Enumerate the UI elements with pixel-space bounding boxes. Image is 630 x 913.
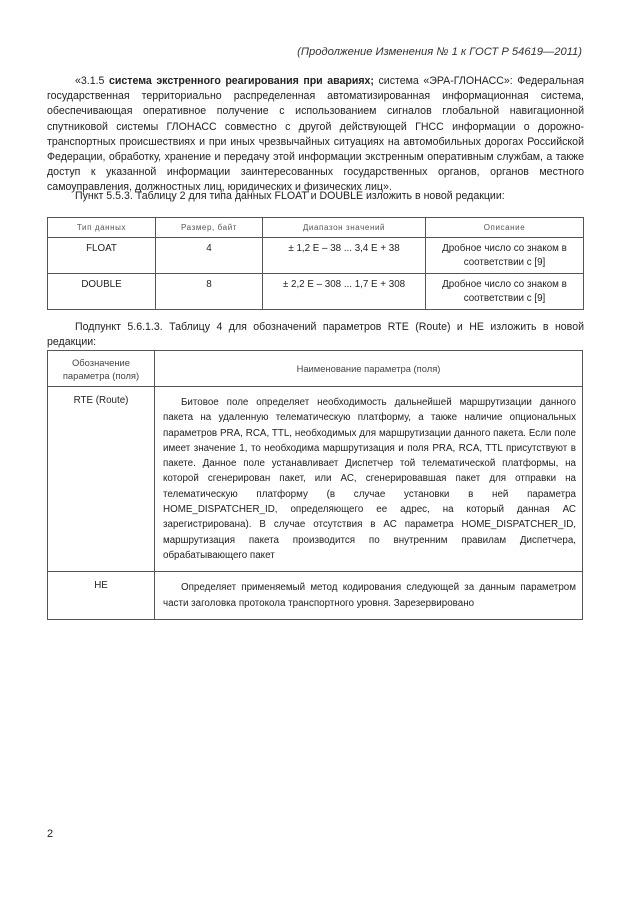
parameter-name: НЕ [48,572,155,620]
column-header: Описание [426,218,584,238]
parameter-name: RTE (Route) [48,387,155,572]
page-header: (Продолжение Изменения № 1 к ГОСТ Р 54619—2011) [297,46,582,58]
parameter-description: Битовое поле определяет необходимость дальнейшей маршрутизации данного пакета на удаленную телематическую платформу, а также наличие опциональных параметров PRA, RCA, TTL, необходимых для маршрутизации данного пакета. Если поле имеет значение 1, то необходима маршрутизация и поля PRA, RCA, TTL присутствуют в пакете. Данное поле устанавливает Диспетчер той телематической платформы, на которой сгенерирован пакет, или АС, сгенерировавшая пакет для отправки на телематическую платформу (в случае установки в ней параметра HOME_DISPATCHER_ID, определяющего ее адрес, на который данная АС зарегистрирована). В случае отсутствия в АС параметра HOME_DISPATCHER_ID, маршрутизация пакета производится по внутренним правилам Диспетчера, обрабатывающего пакет [155,387,583,572]
table-header-row [48,351,583,387]
table-row [48,274,584,310]
definition-term: система экстренного реагирования при авариях; [108,75,374,87]
definition-body: система «ЭРА-ГЛОНАСС»: Федеральная государственная территориально распределенная автоматизированная информационная система, обеспечивающая оперативное получение с использованием сигналов глобальной навигационной спутниковой системы ГЛОНАСС совместно с другой действующей ГНСС информации о дорожно-транспортных происшествиях и при иных чрезвычайных ситуациях на автомобильных дорогах Российской Федерации, обработку, хранение и передачу этой информации экстренным оперативным службам, а также доступ к указанной информации заинтересованных государственных органов, органов местного самоуправления, должностных лиц, юридических и физических лиц». [47,75,584,194]
table-cell: Дробное число со знаком в соответствии с [9] [426,238,584,274]
table-cell: ± 2,2 Е – 308 ... 1,7 Е + 308 [263,274,426,310]
amendment-paragraph-5-5-3: Пункт 5.5.3. Таблицу 2 для типа данных FLOAT и DOUBLE изложить в новой редакции: [75,190,505,202]
table-cell: Дробное число со знаком в соответствии с [9] [426,274,584,310]
definition-paragraph [47,74,584,196]
table-cell: ± 1,2 Е – 38 ... 3,4 Е + 38 [263,238,426,274]
parameters-table [47,350,583,620]
table-cell: DOUBLE [48,274,156,310]
column-header: Обозначение параметра (поля) [48,351,155,387]
column-header: Наименование параметра (поля) [155,351,583,387]
table-row [48,572,583,620]
column-header: Диапазон значений [263,218,426,238]
table-row [48,238,584,274]
page-number: 2 [47,828,54,840]
amendment-paragraph-5-6-1-3: Подпункт 5.6.1.3. Таблицу 4 для обозначений параметров RTE (Route) и НЕ изложить в новой редакции: [47,321,584,349]
table-cell: FLOAT [48,238,156,274]
parameter-description: Определяет применяемый метод кодирования следующей за данным параметром части заголовка протокола транспортного уровня. Зарезервировано [155,572,583,620]
table-cell: 4 [156,238,263,274]
definition-prefix: «3.1.5 [75,75,109,87]
table-cell: 8 [156,274,263,310]
column-header: Тип данных [48,218,156,238]
table-row [48,387,583,572]
data-types-table [47,217,584,310]
table-header-row [48,218,584,238]
column-header: Размер, байт [156,218,263,238]
